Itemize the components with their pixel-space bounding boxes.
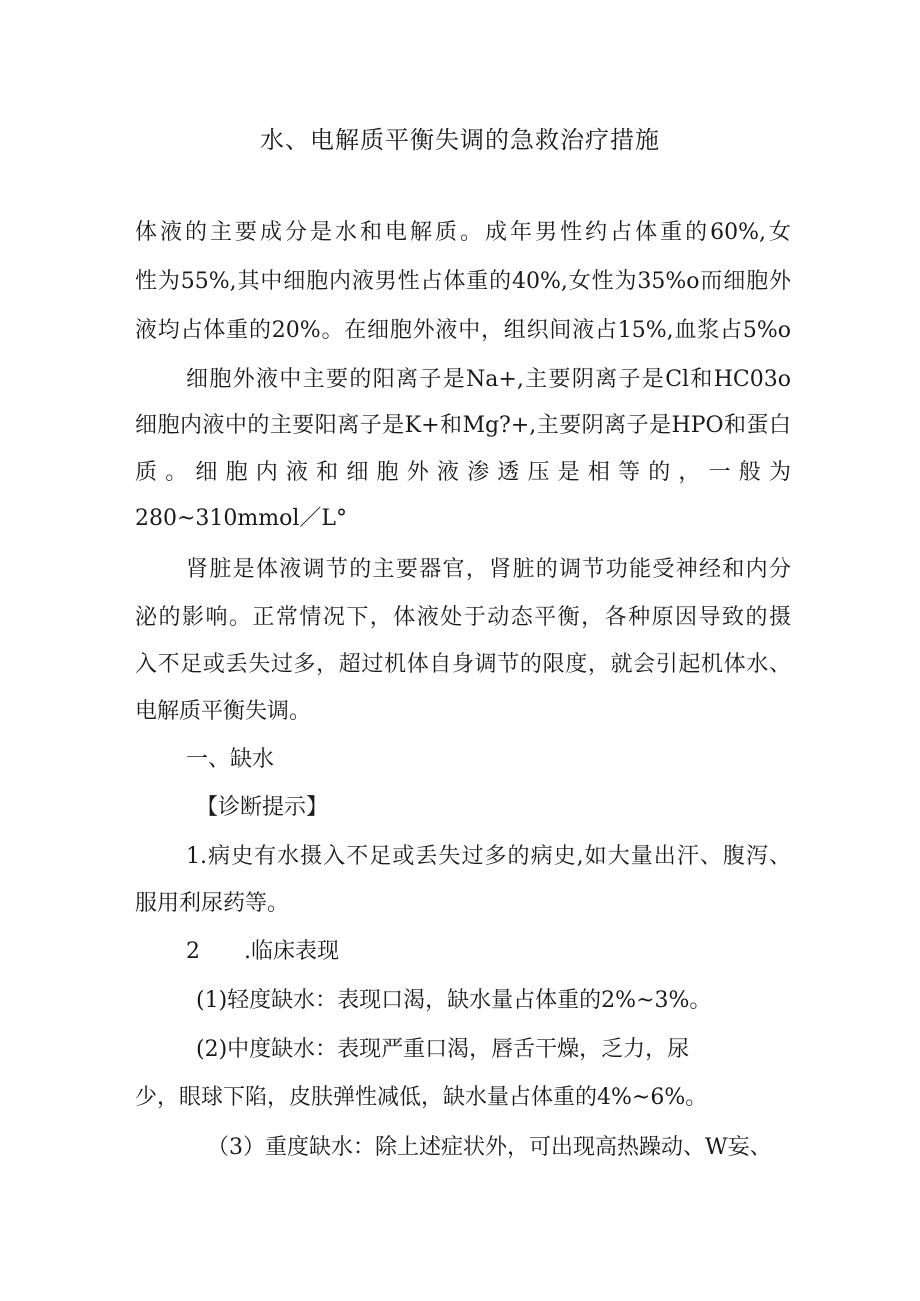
- body-line: 电解质平衡失调。: [135, 699, 312, 724]
- body-line: 肾脏是体液调节的主要器官，肾脏的调节功能受神经和内分: [186, 557, 791, 582]
- list-item-continuation: 少，眼球下陷，皮肤弹性减低，缺水量占体重的4%~6%。: [135, 1085, 708, 1110]
- list-heading: 2 .临床表现: [186, 939, 339, 964]
- body-line: 质。细胞内液和细胞外液渗透压是相等的，一般为: [135, 460, 791, 485]
- body-line: 服用利尿药等。: [135, 891, 290, 916]
- list-item: (1)轻度缺水：表现口渴，缺水量占体重的2%~3%。: [196, 988, 712, 1013]
- body-line: 体液的主要成分是水和电解质。成年男性约占体重的60%,女: [135, 220, 791, 245]
- body-line: 1.病史有水摄入不足或丢失过多的病史,如大量出汗、腹泻、: [186, 844, 791, 869]
- document-title: 水、电解质平衡失调的急救治疗措施: [260, 126, 660, 154]
- body-line: 细胞外液中主要的阳离子是Na+,主要阴离子是Cl和HC03o: [186, 367, 791, 392]
- body-line: 液均占体重的20%。在细胞外液中，组织间液占15%,血浆占5%o: [135, 318, 791, 343]
- section-heading: 一、缺水: [186, 747, 275, 772]
- body-line: 泌的影响。正常情况下，体液处于动态平衡，各种原因导致的摄: [135, 605, 791, 630]
- body-line: 入不足或丢失过多，超过机体自身调节的限度，就会引起机体水、: [135, 652, 791, 677]
- subsection-heading: 【诊断提示】: [196, 795, 329, 820]
- body-line: 280~310mmol／L°: [135, 506, 348, 531]
- body-line: 性为55%,其中细胞内液男性占体重的40%,女性为35%o而细胞外: [135, 269, 791, 294]
- body-line: 细胞内液中的主要阳离子是K+和Mg?+,主要阴离子是HPO和蛋白: [135, 413, 791, 438]
- list-item: （3）重度缺水：除上述症状外，可出现高热躁动、W妄、: [207, 1135, 772, 1160]
- list-item: (2)中度缺水：表现严重口渴，唇舌干燥，乏力，尿: [196, 1037, 690, 1062]
